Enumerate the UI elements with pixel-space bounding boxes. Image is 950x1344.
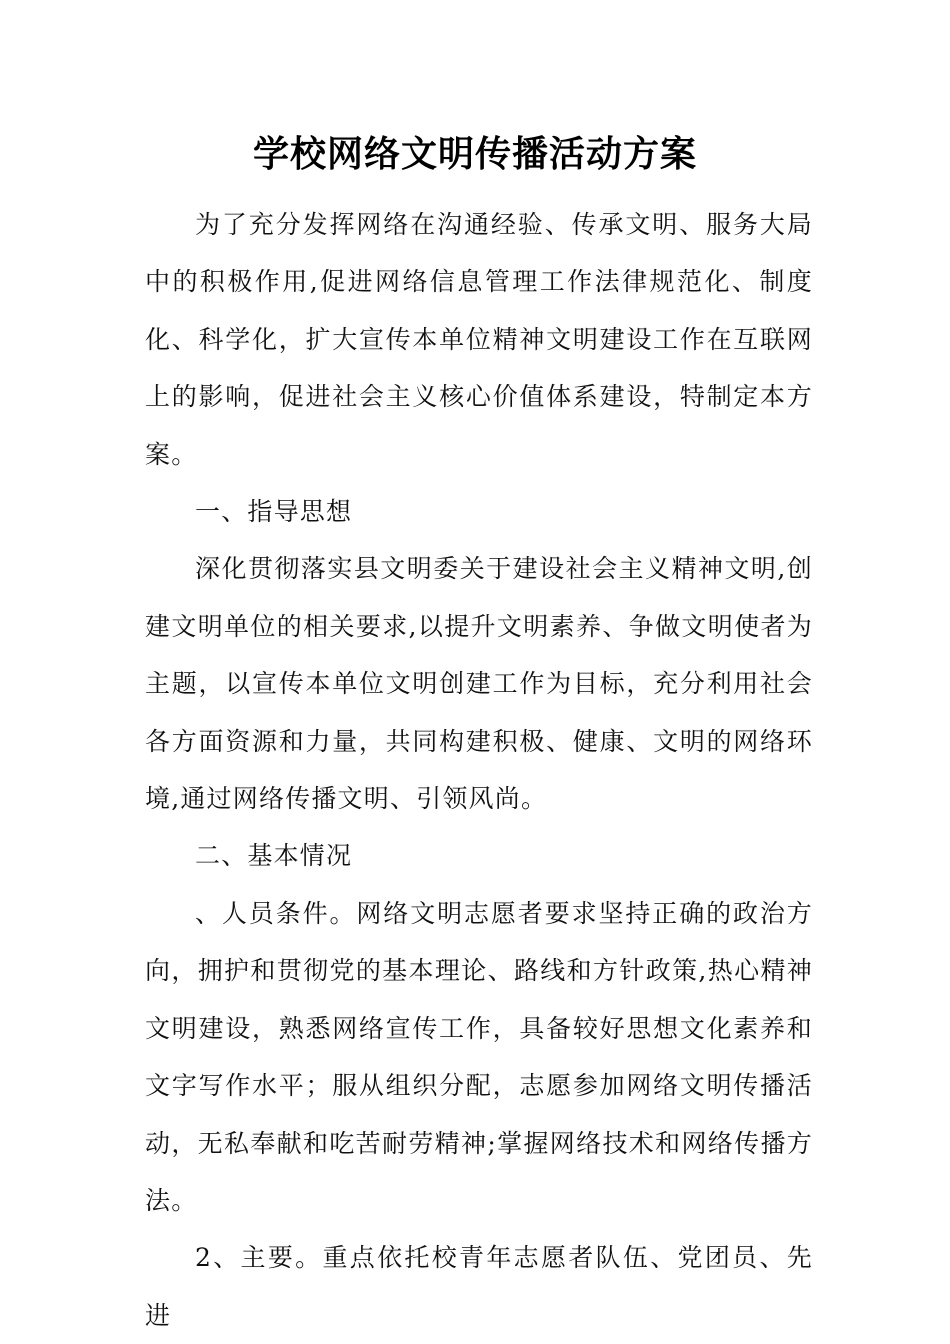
section-heading-guiding-ideology: 一、指导思想 <box>195 497 353 527</box>
paragraph-main-points: 2、主要。重点依托校青年志愿者队伍、党团员、先进 <box>145 1243 813 1330</box>
paragraph-personnel-conditions: 、人员条件。网络文明志愿者要求坚持正确的政治方向，拥护和贯彻党的基本理论、路线和方针政策,热心精神文明建设，熟悉网络宣传工作，具备较好思想文化素养和文字写作水平；服从组织分配，志愿参加网络文明传播活动，无私奉献和吃苦耐劳精神;掌握网络技术和网络传播方法。 <box>145 898 813 1215</box>
document-body <box>145 196 813 1344</box>
paragraph-guiding-ideology: 深化贯彻落实县文明委关于建设社会主义精神文明,创建文明单位的相关要求,以提升文明素养、争做文明使者为主题，以宣传本单位文明创建工作为目标，充分利用社会各方面资源和力量，共同构建积极、健康、文明的网络环境,通过网络传播文明、引领风尚。 <box>145 554 813 814</box>
document-title: 学校网络文明传播活动方案 <box>252 133 697 175</box>
paragraph-intro: 为了充分发挥网络在沟通经验、传承文明、服务大局中的积极作用,促进网络信息管理工作法律规范化、制度化、科学化，扩大宣传本单位精神文明建设工作在互联网上的影响，促进社会主义核心价值体系建设，特制定本方案。 <box>145 210 813 469</box>
section-heading-basic-situation: 二、基本情况 <box>195 841 353 871</box>
